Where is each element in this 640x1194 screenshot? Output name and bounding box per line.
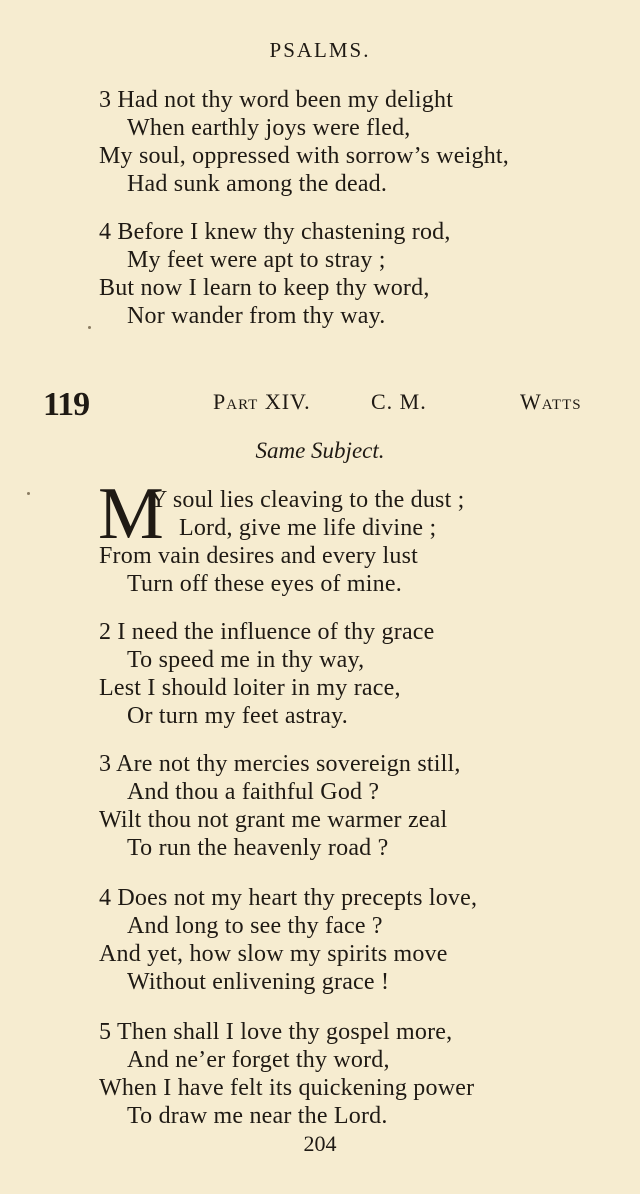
verse-line: And long to see thy face ? [127,913,383,939]
verse-line: My feet were apt to stray ; [127,247,386,273]
verse-line: To speed me in thy way, [127,647,365,673]
verse-line: Had sunk among the dead. [127,171,388,197]
verse-line: And ne’er forget thy word, [127,1047,390,1073]
verse-line: Turn off these eyes of mine. [127,571,402,597]
print-speck [88,326,91,329]
verse-line: Lord, give me life divine ; [179,515,437,541]
verse-line: From vain desires and every lust [99,543,418,569]
hymn-author: Watts [520,389,582,414]
verse-line: Nor wander from thy way. [127,303,386,329]
hymn-part: Part XIV. [213,389,311,414]
verse-line: Or turn my feet astray. [127,703,348,729]
hymn-number: 119 [43,386,90,423]
verse-line: To draw me near the Lord. [127,1103,388,1129]
verse-line: 3 Are not thy mercies sovereign still, [99,751,461,777]
verse-line: 4 Does not my heart thy precepts love, [99,885,478,911]
print-speck [27,492,30,495]
verse-line: Y soul lies cleaving to the dust ; [150,487,465,513]
verse-line: My soul, oppressed with sorrow’s weight, [99,143,509,169]
verse-line: 3 Had not thy word been my delight [99,87,454,113]
hymn-subtitle: Same Subject. [255,438,385,463]
drop-cap: M [98,473,164,555]
verse-line: And thou a faithful God ? [127,779,380,805]
hymn-meter: C. M. [371,389,427,414]
running-head: PSALMS. [269,38,371,62]
verse-line: To run the heavenly road ? [127,835,389,861]
verse-line: Without enlivening grace ! [127,969,390,995]
verse-line: When earthly joys were fled, [127,115,411,141]
verse-line: 4 Before I knew thy chastening rod, [99,219,451,245]
verse-line: Wilt thou not grant me warmer zeal [99,807,448,833]
verse-line: 2 I need the influence of thy grace [99,619,435,645]
verse-line: Lest I should loiter in my race, [99,675,401,701]
verse-line: When I have felt its quickening power [99,1075,475,1101]
verse-line: But now I learn to keep thy word, [99,275,430,301]
verse-line: 5 Then shall I love thy gospel more, [99,1019,453,1045]
page-number: 204 [303,1131,337,1156]
verse-line: And yet, how slow my spirits move [99,941,448,967]
